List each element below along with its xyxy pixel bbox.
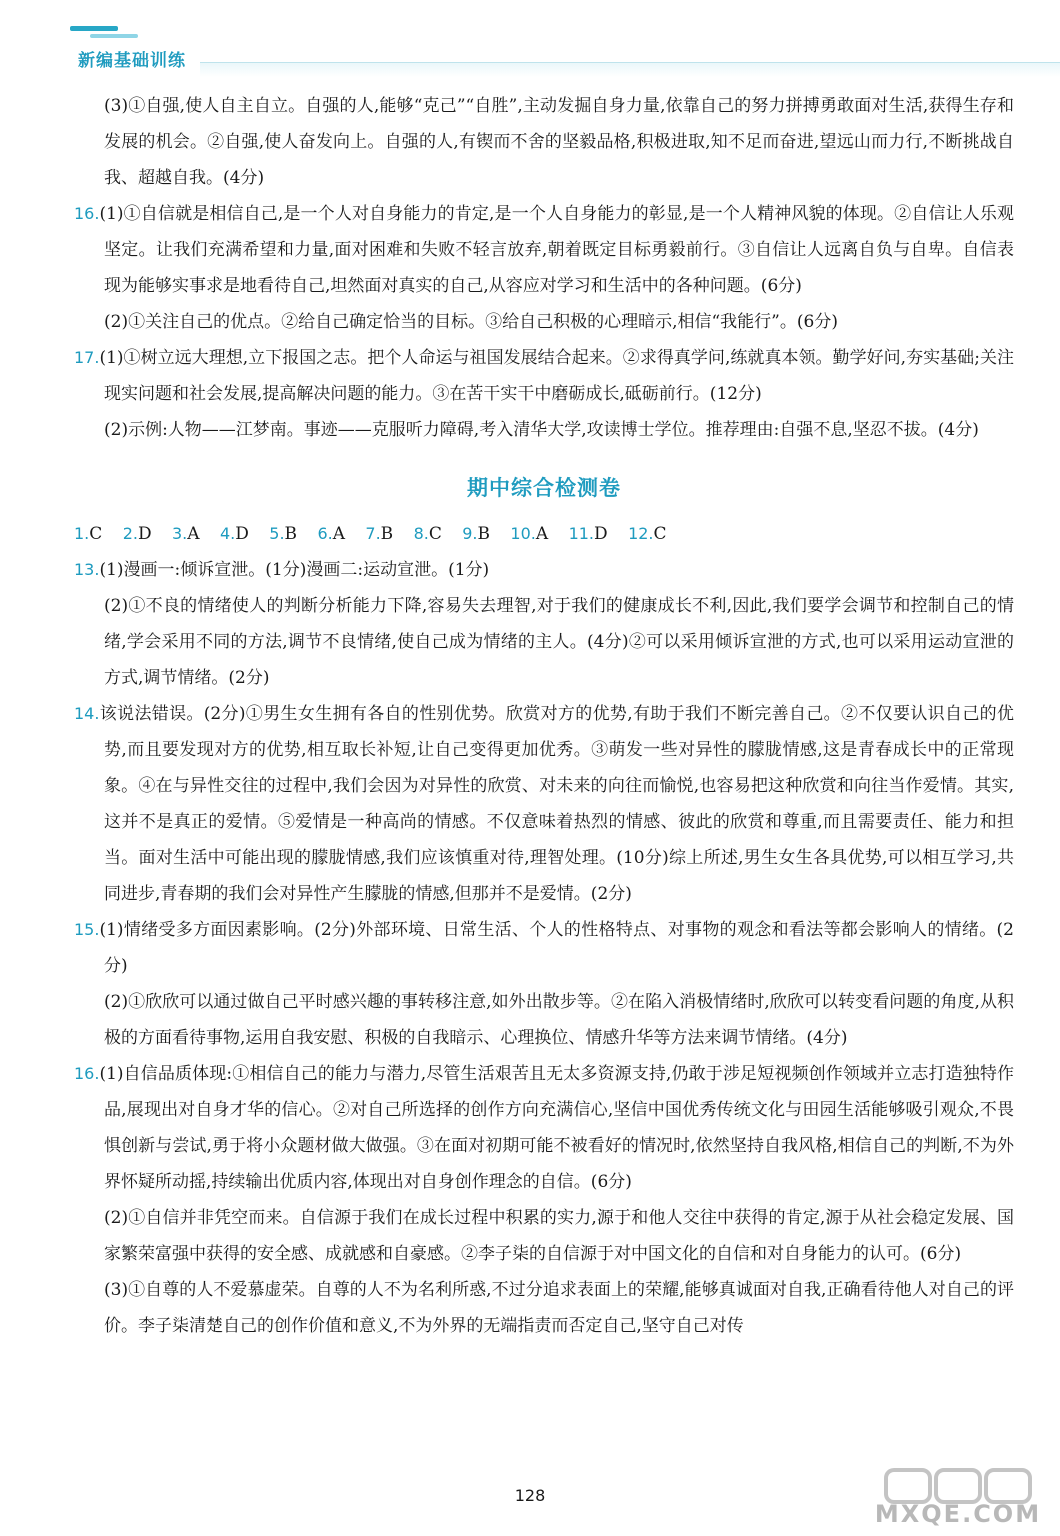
header-rule xyxy=(200,62,1060,77)
choice-answer: 9.B xyxy=(462,524,491,544)
top-answer-blocks xyxy=(74,88,1014,448)
header-decoration-bar-light xyxy=(90,34,138,38)
answer-paragraph: 14.该说法错误。(2分)①男生女生拥有各自的性别优势。欣赏对方的优势,有助于我们不断完善自己。②不仅要认识自己的优势,而且要发现对方的优势,相互取长补短,让自己变得更加优秀。③萌发一些对异性的朦胧情感,这是青春成长中的正常现象。④在与异性交往的过程中,我们会因为对异性的欣赏、对未来的向往而愉悦,也容易把这种欣赏和向往当作爱情。其实,这并不是真正的爱情。⑤爱情是一种高尚的情感。不仅意味着热烈的情感、彼此的欣赏和尊重,而且需要责任、能力和担当。面对生活中可能出现的朦胧情感,我们应该慎重对待,理智处理。(10分)综上所述,男生女生各具优势,可以相互学习,共同进步,青春期的我们会对异性产生朦胧的情感,但那并不是爱情。(2分) xyxy=(74,704,1014,904)
choice-answer: 8.C xyxy=(413,524,442,544)
answer-paragraph: (2)①关注自己的优点。②给自己确定恰当的目标。③给自己积极的心理暗示,相信“我能行”。(6分) xyxy=(104,312,838,332)
question-number: 15. xyxy=(74,920,100,939)
question-number: 16. xyxy=(74,1064,100,1083)
choice-answer: 3.A xyxy=(172,524,200,544)
answer-paragraph: 16.(1)自信品质体现:①相信自己的能力与潜力,尽管生活艰苦且无太多资源支持,仍敢于涉足短视频创作领域并立志打造独特作品,展现出对自身才华的信心。②对自己所选择的创作方向充满信心,坚信中国优秀传统文化与田园生活能够吸引观众,不畏惧创新与尝试,勇于将小众题材做大做强。③在面对初期可能不被看好的情况时,依然坚持自我风格,相信自己的判断,不为外界怀疑所动摇,持续输出优质内容,体现出对自身创作理念的自信。(6分) xyxy=(74,1064,1014,1192)
answer-paragraph: (2)①自信并非凭空而来。自信源于我们在成长过程中积累的实力,源于和他人交往中获得的肯定,源于从社会稳定发展、国家繁荣富强中获得的安全感、成就感和自豪感。②李子柒的自信源于对中国文化的自信和对自身能力的认可。(6分) xyxy=(104,1208,1014,1264)
question-number: 13. xyxy=(74,560,100,579)
question-number: 16. xyxy=(74,204,100,223)
answer-content xyxy=(74,88,1014,1344)
choice-answer: 7.B xyxy=(365,524,394,544)
choice-answer: 11.D xyxy=(568,524,608,544)
section-title: 期中综合检测卷 xyxy=(467,475,621,500)
page-number: 128 xyxy=(514,1486,546,1505)
choice-answer: 2.D xyxy=(122,524,152,544)
answer-paragraph: (2)①欣欣可以通过做自己平时感兴趣的事转移注意,如外出散步等。②在陷入消极情绪时,欣欣可以转变看问题的角度,从积极的方面看待事物,运用自我安慰、积极的自我暗示、心理换位、情感升华等方法来调节情绪。(4分) xyxy=(104,992,1014,1048)
choice-answer: 12.C xyxy=(628,524,667,544)
answer-paragraph: 17.(1)①树立远大理想,立下报国之志。把个人命运与祖国发展结合起来。②求得真学问,练就真本领。勤学好问,夯实基础;关注现实问题和社会发展,提高解决问题的能力。③在苦干实干中磨砺成长,砥砺前行。(12分) xyxy=(74,348,1014,404)
answer-paragraph: (2)示例:人物——江梦南。事迹——克服听力障碍,考入清华大学,攻读博士学位。推荐理由:自强不息,坚忍不拔。(4分) xyxy=(104,420,979,440)
answer-paragraph: (2)①不良的情绪使人的判断分析能力下降,容易失去理智,对于我们的健康成长不利,因此,我们要学会调节和控制自己的情绪,学会采用不同的方法,调节不良情绪,使自己成为情绪的主人。(4分)②可以采用倾诉宣泄的方式,也可以采用运动宣泄的方式,调节情绪。(2分) xyxy=(104,596,1014,688)
choice-answer: 6.A xyxy=(317,524,345,544)
choice-answer: 10.A xyxy=(510,524,549,544)
header-decoration-bar xyxy=(70,26,118,31)
choice-answer: 4.D xyxy=(219,524,249,544)
choice-answer: 1.C xyxy=(74,524,103,544)
page-header xyxy=(70,20,1060,80)
choice-answer: 5.B xyxy=(269,524,298,544)
bottom-answer-blocks xyxy=(74,552,1014,1344)
watermark-text: MXQE.COM xyxy=(874,1500,1042,1528)
question-number: 17. xyxy=(74,348,100,367)
answer-paragraph: 13.(1)漫画一:倾诉宣泄。(1分)漫画二:运动宣泄。(1分) xyxy=(74,560,490,580)
answer-paragraph: 16.(1)①自信就是相信自己,是一个人对自身能力的肯定,是一个人自身能力的彰显,是一个人精神风貌的体现。②自信让人乐观坚定。让我们充满希望和力量,面对困难和失败不轻言放弃,朝着既定目标勇毅前行。③自信让人远离自负与自卑。自信表现为能够实事求是地看待自己,坦然面对真实的自己,从容应对学习和生活中的各种问题。(6分) xyxy=(74,204,1014,296)
watermark-logo xyxy=(868,1466,1048,1530)
answer-paragraph: 15.(1)情绪受多方面因素影响。(2分)外部环境、日常生活、个人的性格特点、对事物的观念和看法等都会影响人的情绪。(2分) xyxy=(74,920,1014,976)
question-number: 14. xyxy=(74,704,100,723)
answer-paragraph: (3)①自强,使人自主自立。自强的人,能够“克己”“自胜”,主动发掘自身力量,依靠自己的努力拼搏勇敢面对生活,获得生存和发展的机会。②自强,使人奋发向上。自强的人,有锲而不舍的坚毅品格,积极进取,知不足而奋进,望远山而力行,不断挑战自我、超越自我。(4分) xyxy=(104,96,1014,188)
choice-answer-list xyxy=(74,516,1014,552)
book-series-title: 新编基础训练 xyxy=(78,51,186,71)
answer-paragraph: (3)①自尊的人不爱慕虚荣。自尊的人不为名利所惑,不过分追求表面上的荣耀,能够真诚面对自我,正确看待他人对自己的评价。李子柒清楚自己的创作价值和意义,不为外界的无端指责而否定自己,坚守自己对传 xyxy=(104,1280,1014,1336)
